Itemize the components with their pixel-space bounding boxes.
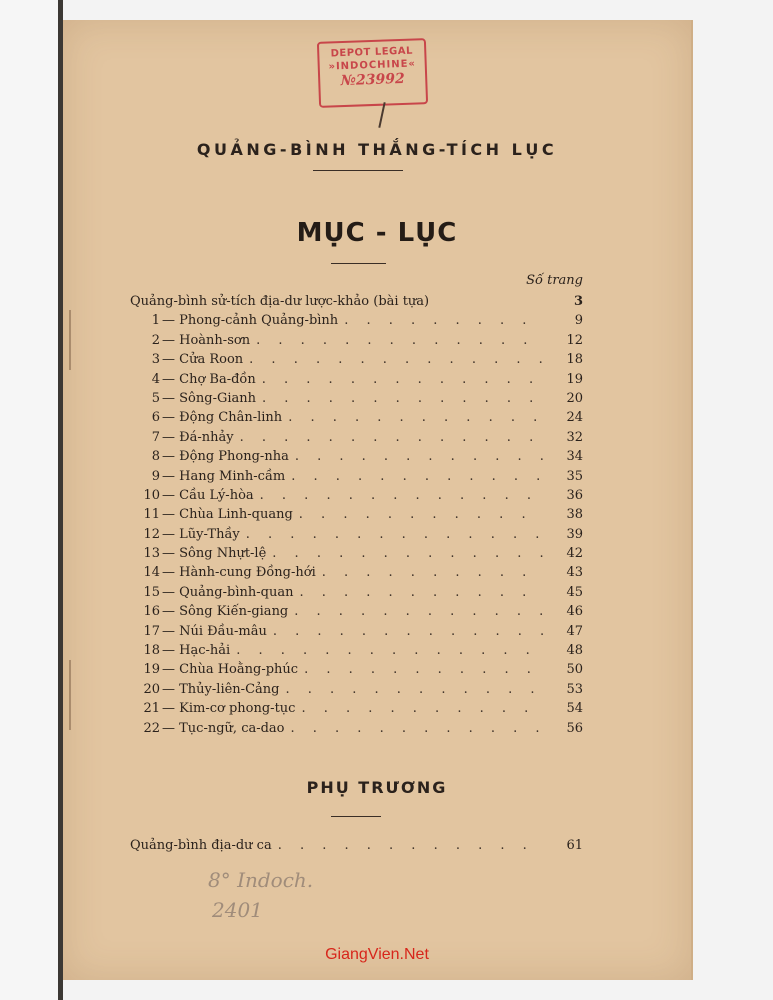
toc-entry bbox=[128, 660, 583, 679]
toc-entry-label: Quảng-bình sử-tích địa-dư lược-khảo (bài tựa) bbox=[130, 294, 430, 309]
toc-entry-number: 21 bbox=[143, 701, 160, 717]
toc-heading: MỤC - LỤC bbox=[296, 218, 458, 248]
toc-entry-page: 18 bbox=[566, 352, 583, 368]
toc-entry-page: 35 bbox=[566, 468, 583, 484]
handwritten-shelfmark bbox=[208, 865, 348, 925]
toc-entry-label: — Cửa Roon bbox=[162, 352, 244, 368]
toc-entry-label: — Đá-nhảy bbox=[162, 429, 234, 445]
toc-entry-title: Cầu Lý-hòa bbox=[179, 487, 254, 503]
toc-entry-title: Sông Kiến-giang bbox=[179, 604, 289, 620]
toc-entry-label: — Núi Đầu-mâu bbox=[162, 623, 267, 639]
toc-entry bbox=[128, 311, 583, 330]
appendix-rule bbox=[331, 816, 381, 817]
page-number-column-label: Số trang bbox=[526, 273, 583, 288]
toc-entry bbox=[128, 641, 583, 660]
title-rule bbox=[313, 170, 403, 171]
toc-entry-number: 20 bbox=[143, 681, 160, 697]
toc-entry-number: 22 bbox=[143, 720, 160, 736]
toc-entry-page: 39 bbox=[566, 526, 583, 542]
appendix-entry-page: 61 bbox=[566, 838, 583, 853]
toc-entry-title: Hành-cung Đồng-hới bbox=[179, 565, 316, 581]
site-watermark: GiangVien.Net bbox=[325, 946, 429, 963]
toc-entry-label: — Quảng-bình-quan bbox=[162, 584, 294, 600]
toc-entry bbox=[128, 428, 583, 447]
toc-entry-number: 17 bbox=[143, 623, 160, 639]
toc-entry-label: — Chợ Ba-đồn bbox=[162, 371, 256, 387]
toc-entry bbox=[128, 467, 583, 486]
scan-margin bbox=[0, 0, 62, 1000]
toc-entry-page: 42 bbox=[566, 546, 583, 562]
toc-entry-number: 10 bbox=[143, 487, 160, 503]
toc-entry-label: — Động Phong-nha bbox=[162, 449, 289, 465]
toc-intro-entry bbox=[128, 292, 583, 311]
toc-entry-page: 3 bbox=[573, 294, 583, 309]
heading-rule bbox=[331, 263, 386, 264]
toc-entry-number: 2 bbox=[151, 332, 160, 348]
toc-entry-page: 34 bbox=[566, 449, 583, 465]
toc-entry-number: 11 bbox=[143, 507, 160, 523]
toc-entry-number: 1 bbox=[151, 313, 160, 329]
toc-entry bbox=[128, 544, 583, 563]
toc-entry-label: — Hạc-hải bbox=[162, 643, 231, 659]
stamp-line-2: »INDOCHINE« bbox=[328, 58, 417, 73]
toc-entry-label: — Sông-Gianh bbox=[162, 390, 256, 406]
toc-entry-page: 38 bbox=[566, 507, 583, 523]
appendix-entry bbox=[128, 836, 583, 855]
toc-entry-title: Hoành-sơn bbox=[179, 332, 251, 348]
toc-entry bbox=[128, 505, 583, 524]
toc-entry bbox=[128, 331, 583, 350]
toc-entry-page: 45 bbox=[566, 584, 583, 600]
toc-entry-label: — Lũy-Thầy bbox=[162, 526, 240, 542]
toc-entry-label: — Chùa Linh-quang bbox=[162, 507, 293, 523]
toc-entry-title: Tục-ngữ, ca-dao bbox=[179, 720, 285, 736]
toc-entry-page: 47 bbox=[566, 623, 583, 639]
toc-entry-title: Động Phong-nha bbox=[179, 449, 289, 465]
toc-entry-number: 6 bbox=[151, 410, 160, 426]
toc-entry-number: 3 bbox=[151, 352, 160, 368]
toc-entry bbox=[128, 447, 583, 466]
toc-entry-label: — Hành-cung Đồng-hới bbox=[162, 565, 316, 581]
toc-entry-page: 48 bbox=[566, 643, 583, 659]
toc-entry-page: 36 bbox=[566, 487, 583, 503]
toc-entry-label: — Cầu Lý-hòa bbox=[162, 487, 254, 503]
toc-entry-title: Sông Nhựt-lệ bbox=[179, 546, 267, 562]
toc-entry-page: 46 bbox=[566, 604, 583, 620]
toc-entry-title: Đá-nhảy bbox=[179, 429, 234, 445]
toc-entry-number: 9 bbox=[151, 468, 160, 484]
handwritten-line-2: 2401 bbox=[212, 898, 263, 922]
toc-entry-label: — Chùa Hoằng-phúc bbox=[162, 662, 299, 678]
toc-entry-label: — Hang Minh-cầm bbox=[162, 468, 286, 484]
toc-entry-number: 19 bbox=[143, 662, 160, 678]
toc-entry-title: Phong-cảnh Quảng-bình bbox=[179, 313, 339, 329]
toc-entry-number: 12 bbox=[143, 526, 160, 542]
toc-entry bbox=[128, 563, 583, 582]
toc-entry bbox=[128, 350, 583, 369]
toc-entry-number: 8 bbox=[151, 449, 160, 465]
toc-entry-number: 15 bbox=[143, 584, 160, 600]
toc-entry-number: 18 bbox=[143, 643, 160, 659]
toc-entry-label: — Hoành-sơn bbox=[162, 332, 251, 348]
toc-entry-title: Cửa Roon bbox=[179, 352, 244, 368]
toc-entry-page: 53 bbox=[566, 681, 583, 697]
appendix-list bbox=[128, 836, 583, 855]
stamp-number: №23992 bbox=[340, 70, 405, 90]
toc-entry-page: 56 bbox=[566, 720, 583, 736]
toc-entry-label: — Thủy-liên-Cảng bbox=[162, 681, 280, 697]
toc-entry bbox=[128, 622, 583, 641]
toc-entry-page: 19 bbox=[566, 371, 583, 387]
handwritten-line-1: 8° Indoch. bbox=[208, 868, 314, 892]
toc-entry-page: 50 bbox=[566, 662, 583, 678]
toc-entry-label: — Sông Nhựt-lệ bbox=[162, 546, 267, 562]
toc-entry bbox=[128, 408, 583, 427]
toc-entry-title: Thủy-liên-Cảng bbox=[179, 681, 280, 697]
stamp-line-1: DEPOT LEGAL bbox=[330, 45, 414, 60]
toc-entry-title: Kim-cơ phong-tục bbox=[179, 701, 296, 717]
depot-legal-stamp bbox=[317, 38, 428, 108]
toc-entry-number: 16 bbox=[143, 604, 160, 620]
toc-entry-label: — Tục-ngữ, ca-dao bbox=[162, 720, 285, 736]
toc-entry-page: 12 bbox=[566, 332, 583, 348]
toc-entry-label: — Phong-cảnh Quảng-bình bbox=[162, 313, 339, 329]
document-page bbox=[63, 20, 693, 980]
toc-entry-title: Chùa Linh-quang bbox=[179, 507, 293, 523]
toc-entry-title: Động Chân-linh bbox=[179, 410, 283, 426]
toc-entry-title: Sông-Gianh bbox=[179, 390, 256, 406]
toc-entry-label: — Động Chân-linh bbox=[162, 410, 283, 426]
toc-entry-page: 9 bbox=[574, 313, 583, 329]
toc-entry-page: 24 bbox=[566, 410, 583, 426]
page-crease bbox=[69, 660, 71, 730]
toc-entry-title: Núi Đầu-mâu bbox=[179, 623, 267, 639]
toc-entry-number: 14 bbox=[143, 565, 160, 581]
toc-entry-number: 5 bbox=[151, 390, 160, 406]
pen-mark bbox=[378, 102, 385, 128]
toc-entry bbox=[128, 680, 583, 699]
toc-entry bbox=[128, 583, 583, 602]
table-of-contents bbox=[128, 292, 583, 738]
appendix-entry-label: Quảng-bình địa-dư ca bbox=[130, 838, 272, 853]
toc-entry-number: 13 bbox=[143, 546, 160, 562]
toc-entry bbox=[128, 370, 583, 389]
toc-entry-number: 7 bbox=[151, 429, 160, 445]
toc-entry-title: Hang Minh-cầm bbox=[179, 468, 286, 484]
toc-entry-title: Chợ Ba-đồn bbox=[179, 371, 256, 387]
toc-entry-page: 54 bbox=[566, 701, 583, 717]
toc-entry-page: 43 bbox=[566, 565, 583, 581]
toc-entry bbox=[128, 486, 583, 505]
toc-entry bbox=[128, 699, 583, 718]
toc-entry-title: Lũy-Thầy bbox=[179, 526, 240, 542]
toc-entry-page: 20 bbox=[566, 390, 583, 406]
toc-entry-number: 4 bbox=[151, 371, 160, 387]
toc-entry-title: Quảng-bình-quan bbox=[179, 584, 294, 600]
toc-entry bbox=[128, 389, 583, 408]
toc-entry-title: Hạc-hải bbox=[179, 643, 231, 659]
appendix-heading: PHỤ TRƯƠNG bbox=[306, 778, 448, 797]
toc-entry-label: — Sông Kiến-giang bbox=[162, 604, 289, 620]
book-title: QUẢNG-BÌNH THẮNG-TÍCH LỤC bbox=[196, 140, 558, 159]
toc-entry bbox=[128, 602, 583, 621]
toc-entry-page: 32 bbox=[566, 429, 583, 445]
toc-entry-title: Chùa Hoằng-phúc bbox=[179, 662, 299, 678]
toc-entry bbox=[128, 525, 583, 544]
toc-entry bbox=[128, 719, 583, 738]
page-crease bbox=[69, 310, 71, 370]
toc-entry-label: — Kim-cơ phong-tục bbox=[162, 701, 296, 717]
